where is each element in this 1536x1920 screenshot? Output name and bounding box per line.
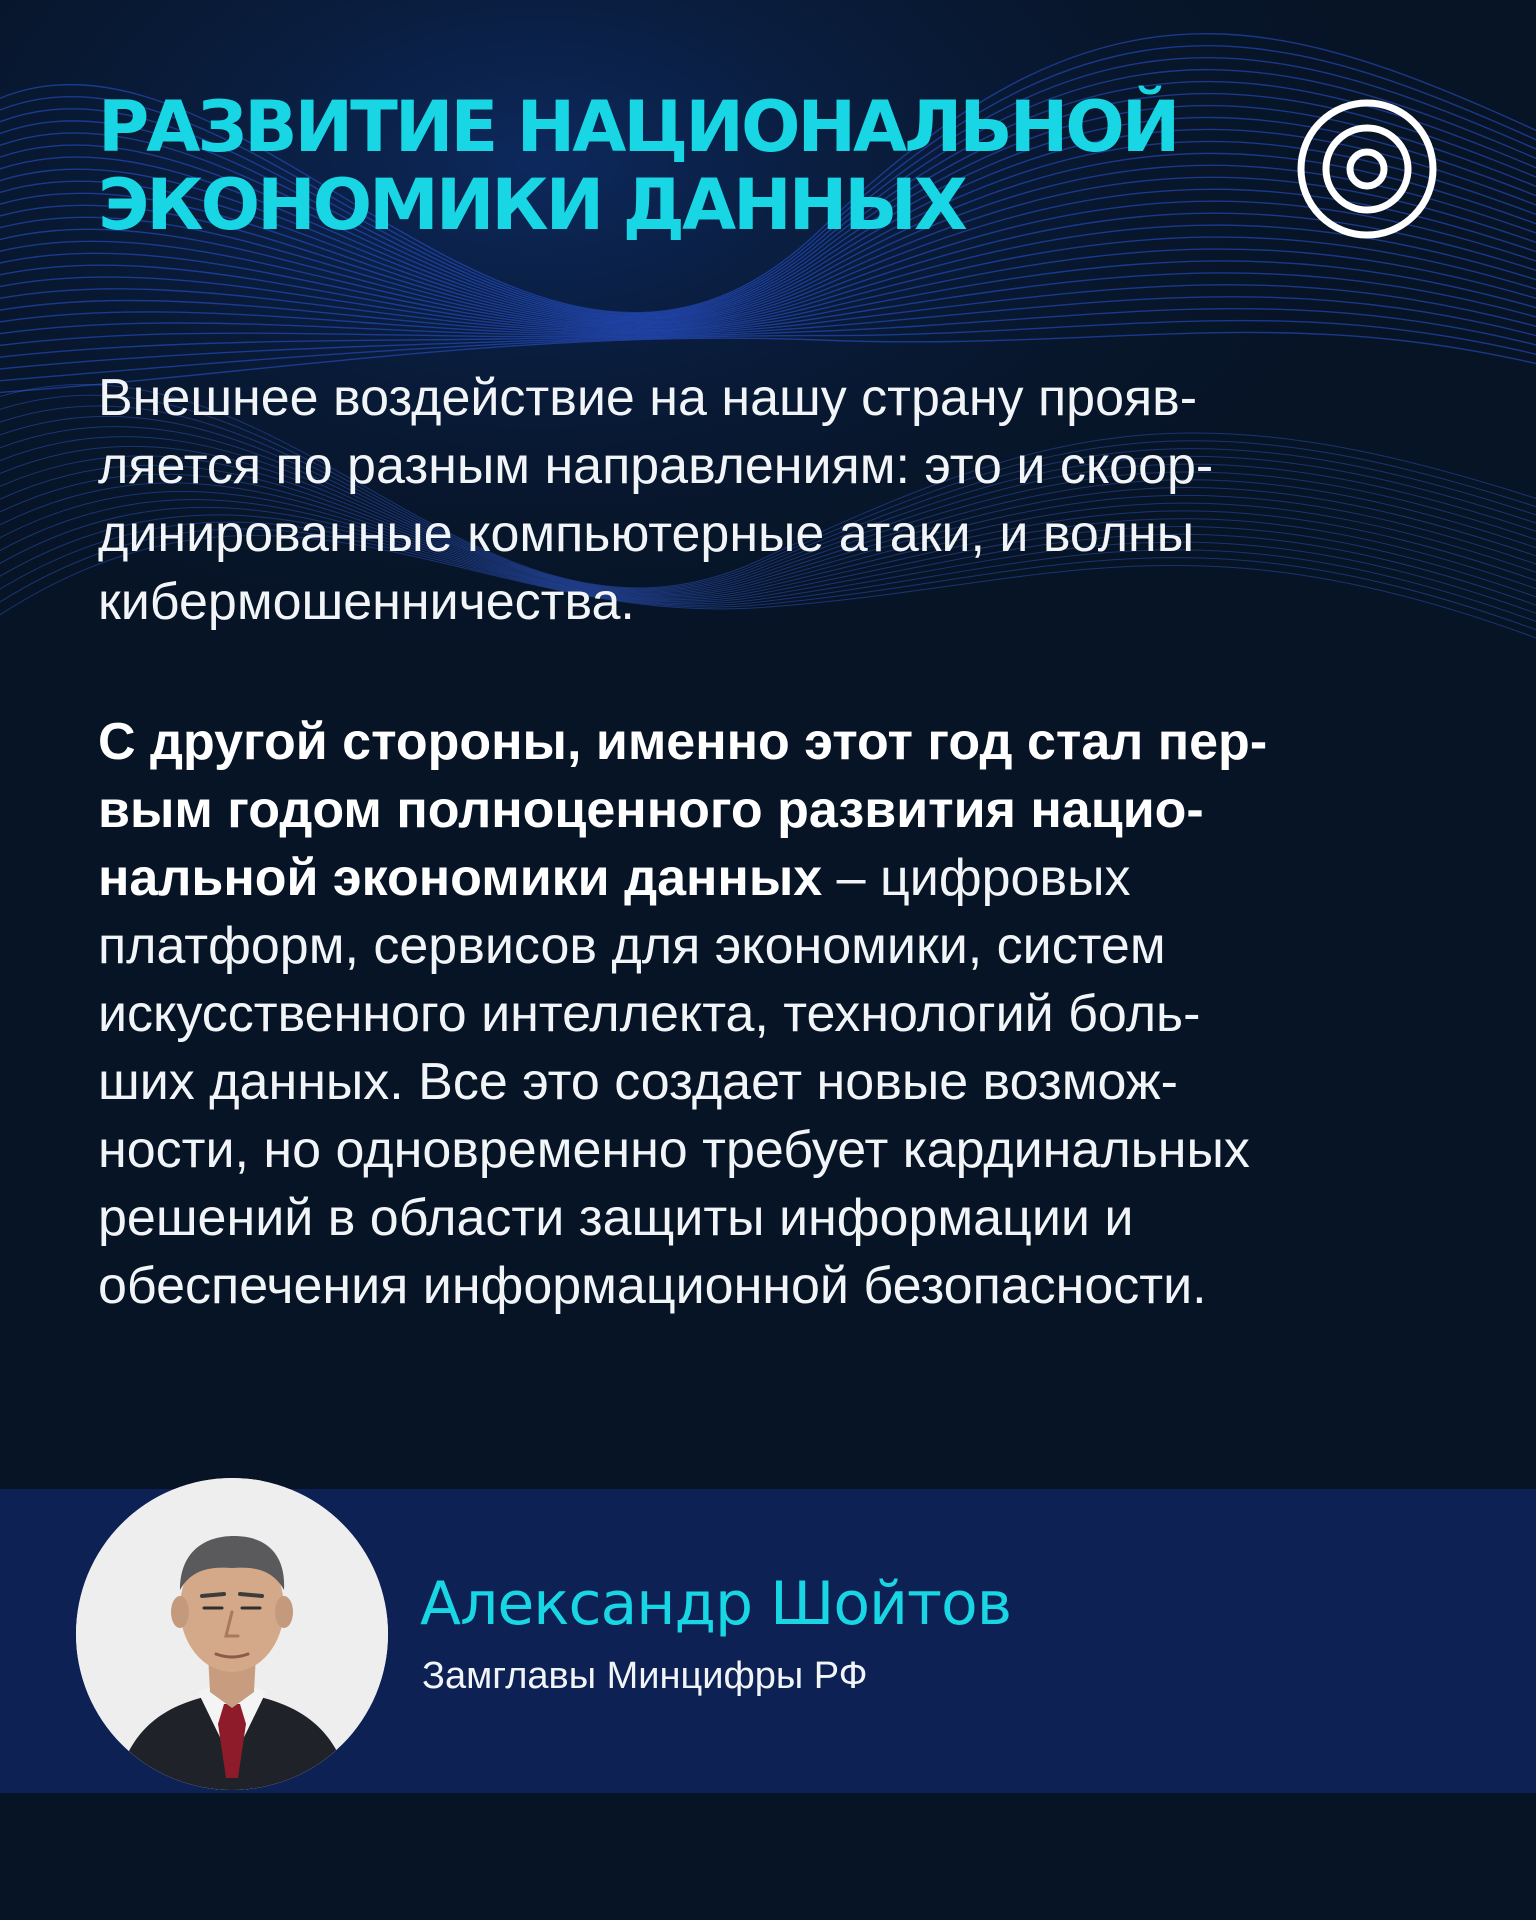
speaker-portrait-image — [76, 1478, 388, 1790]
paragraph-line: искусственного интеллекта, технологий боль- — [98, 985, 1201, 1043]
paragraph-line: ляется по разным направлениям: это и скоор- — [98, 437, 1214, 495]
paragraph-line: платформ, сервисов для экономики, систем — [98, 917, 1166, 975]
speaker-role: Замглавы Минцифры РФ — [422, 1655, 868, 1697]
paragraph-line-mixed — [98, 844, 1267, 912]
paragraph-2 — [98, 708, 1267, 1320]
paragraph-line: динированные компьютерные атаки, и волны — [98, 505, 1195, 563]
title-line-1: РАЗВИТИЕ НАЦИОНАЛЬНОЙ — [98, 86, 1178, 168]
paragraph-line: решений в области защиты информации и — [98, 1189, 1134, 1247]
paragraph-line: ности, но одновременно требует кардинальных — [98, 1121, 1250, 1179]
paragraph-line: ших данных. Все это создает новые возмож- — [98, 1053, 1178, 1111]
page-title — [98, 88, 1298, 244]
paragraph-bold-fragment: нальной экономики данных — [98, 849, 823, 907]
speaker-avatar — [76, 1478, 388, 1790]
title-line-2: ЭКОНОМИКИ ДАННЫХ — [98, 164, 965, 246]
paragraph-regular-fragment: – цифровых — [822, 849, 1131, 907]
paragraph-line-bold: вым годом полноценного развития нацио- — [98, 781, 1204, 839]
paragraph-line: кибермошенничества. — [98, 573, 635, 631]
target-icon — [1296, 98, 1438, 240]
paragraph-line: Внешнее воздействие на нашу страну прояв- — [98, 369, 1198, 427]
paragraph-line-bold: С другой стороны, именно этот год стал пер- — [98, 713, 1268, 771]
paragraph-line: обеспечения информационной безопасности. — [98, 1257, 1207, 1315]
paragraph-1 — [98, 364, 1213, 636]
speaker-name: Александр Шойтов — [420, 1569, 1012, 1639]
